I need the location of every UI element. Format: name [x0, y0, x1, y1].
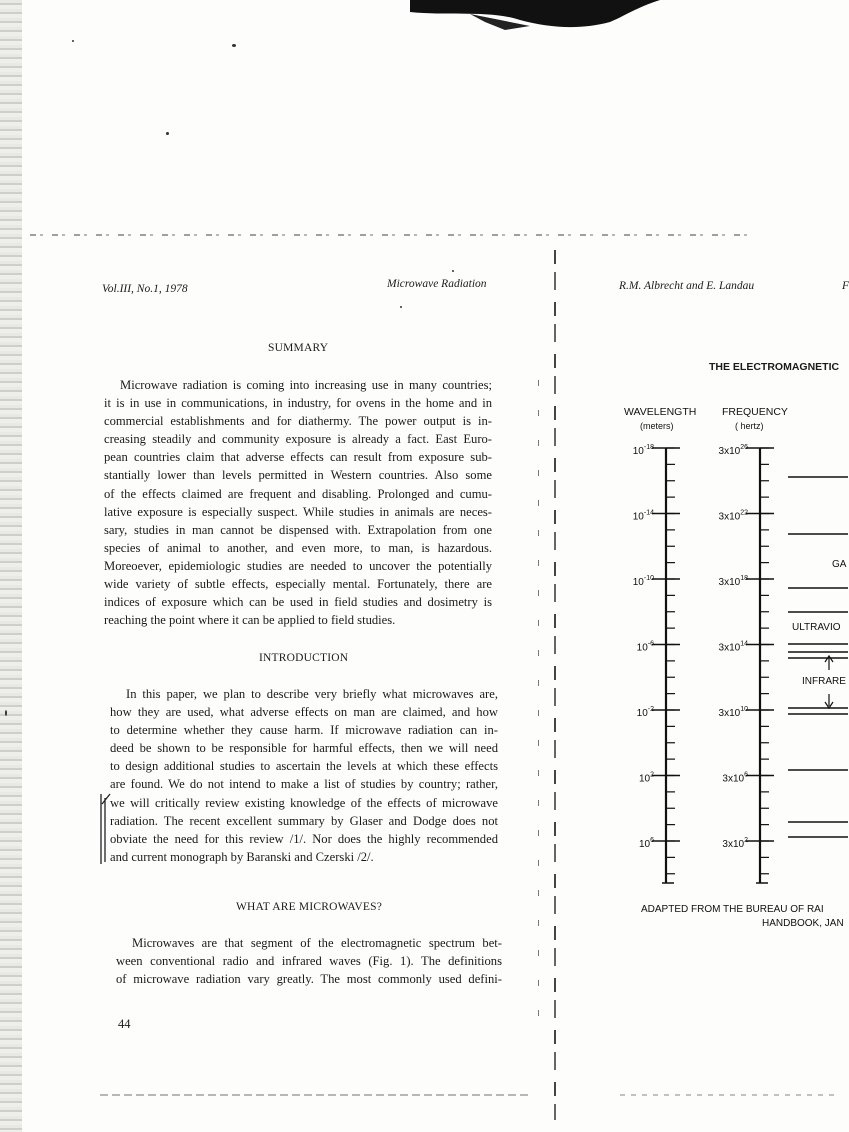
text-line: ween conventional radio and infrared waves (Fig. 1). The definitions: [116, 954, 502, 969]
frequency-tick-label: $3x10^6$: [722, 771, 748, 785]
text-line: commercial establishments and for diathermy. The power output is in-: [104, 414, 492, 429]
wavelength-tick-label: $10^{-10}$: [632, 575, 654, 588]
speck: [400, 306, 402, 308]
summary-paragraph: [104, 376, 492, 629]
speck: [452, 270, 454, 272]
introduction-paragraph: [110, 685, 498, 866]
page-number: 44: [118, 1017, 131, 1031]
running-header-right: F: [842, 280, 849, 292]
text-line: stantially lower than levels permitted in Western countries. Also some: [104, 468, 492, 483]
figure-title: THE ELECTROMAGNETIC: [709, 361, 840, 373]
wavelength-tick-label: $10^{-6}$: [636, 640, 654, 654]
band-label: INFRARE: [802, 676, 846, 687]
speck: [232, 44, 236, 47]
wavelength-tick-label: $10^{-18}$: [632, 444, 654, 457]
frequency-tick-label: $3x10^{18}$: [718, 575, 748, 588]
text-line: of microwave radiation vary greatly. The most commonly used defini-: [116, 972, 502, 987]
text-line: Microwaves are that segment of the electromagnetic spectrum bet-: [132, 936, 502, 950]
wavelength-tick-label: $10^{-2}$: [636, 706, 654, 719]
margin-bracket-mark: [98, 792, 112, 866]
wavelength-tick-label: $10^{-14}$: [632, 509, 654, 523]
text-line: it is in use in communications, in industry, for ovens in the home and in: [104, 396, 492, 411]
text-line: radiation. The recent excellent summary by Glaser and Dodge does not: [110, 813, 498, 828]
text-line: how they are used, what adverse effects on man are claimed, and how: [110, 705, 498, 720]
scan-line-artifact: [30, 234, 750, 236]
band-label: ULTRAVIO: [792, 622, 841, 633]
frequency-axis-label: FREQUENCY: [722, 406, 788, 418]
microwaves-paragraph: [116, 934, 502, 988]
text-line: deed be shown to be responsible for harmful effects, then we will need: [110, 741, 498, 756]
text-line: are found. We do not intend to make a list of studies by country; rather,: [110, 777, 498, 792]
wavelength-tick-label: $10^2$: [638, 771, 654, 785]
text-line: In this paper, we plan to describe very briefly what microwaves are,: [126, 687, 498, 701]
text-line: Microwave radiation is coming into increasing use in many countries;: [120, 378, 492, 392]
frequency-tick-label: $3x10^{26}$: [718, 444, 748, 457]
text-line: of the effects claimed are frequent and disabling. Prolonged and cumu-: [104, 486, 492, 501]
text-line: Moreoever, epidemiologic studies are needed to uncover the potentially: [104, 558, 492, 573]
section-heading-summary: SUMMARY: [268, 342, 329, 354]
frequency-tick-label: $3x10^{10}$: [718, 706, 748, 719]
text-line: to design additional studies to ascertain the levels at which these effects: [110, 759, 498, 774]
text-line: pean countries claim that adverse effects can result from exposure sub-: [104, 450, 492, 465]
section-heading-what-are-microwaves: WHAT ARE MICROWAVES?: [236, 901, 383, 913]
scan-line-artifact: [100, 1094, 530, 1096]
text-line: obviate the need for this review /1/. Nor does the highly recommended: [110, 831, 498, 846]
electromagnetic-spectrum-chart: [600, 430, 848, 900]
scan-edge-artifact: [0, 0, 22, 1132]
running-header-left: Vol.III, No.1, 1978: [102, 283, 188, 295]
band-label: GA: [832, 559, 847, 570]
text-line: we will critically review existing knowledge of the effects of microwave: [110, 795, 498, 810]
speck: [166, 132, 169, 135]
text-line: to determine whether they cause harm. If microwave radiation can in-: [110, 723, 498, 738]
text-line: sary, studies in man cannot be dispensed with. Extrapolation from one: [104, 522, 492, 537]
text-line: indices of exposure which can be used in field studies and dosimetry is: [104, 595, 492, 610]
text-line: creasing steadily and community exposure is already a fact. East Euro-: [104, 432, 492, 447]
frequency-tick-label: $3x10^2$: [722, 837, 748, 850]
running-header-authors: R.M. Albrecht and E. Landau: [619, 280, 755, 292]
section-heading-introduction: INTRODUCTION: [259, 652, 349, 664]
ink-blot-artifact: [410, 0, 660, 34]
text-line: wide variety of subtle effects, especially mental. Fortunately, there are: [104, 577, 492, 592]
page-gutter-shadow: [538, 380, 539, 1020]
text-line: and current monograph by Baranski and Czerski /2/.: [110, 849, 374, 864]
wavelength-axis-label: WAVELENGTH: [624, 406, 697, 418]
scan-line-artifact: [620, 1094, 840, 1096]
wavelength-tick-label: $10^6$: [638, 837, 654, 850]
figure-caption-line1: ADAPTED FROM THE BUREAU OF RAI: [641, 904, 824, 915]
page-gutter: [554, 250, 556, 1120]
text-line: species of animal to another, and even more, to man, is hazardous.: [104, 540, 492, 555]
text-line: reaching the point where it can be applied to field studies.: [104, 613, 396, 628]
wavelength-unit-label: (meters): [640, 421, 674, 431]
frequency-tick-label: $3x10^{14}$: [718, 640, 748, 654]
frequency-tick-label: $3x10^{22}$: [718, 509, 748, 523]
figure-caption-line2: HANDBOOK, JAN: [762, 918, 844, 929]
text-line: lative exposure is especially suspect. While studies in animals are neces-: [104, 504, 492, 519]
frequency-unit-label: ( hertz): [735, 421, 764, 431]
speck: [72, 40, 74, 42]
running-header-center: Microwave Radiation: [387, 278, 487, 290]
down-arrow-icon: [825, 694, 833, 708]
speck: [5, 710, 7, 716]
